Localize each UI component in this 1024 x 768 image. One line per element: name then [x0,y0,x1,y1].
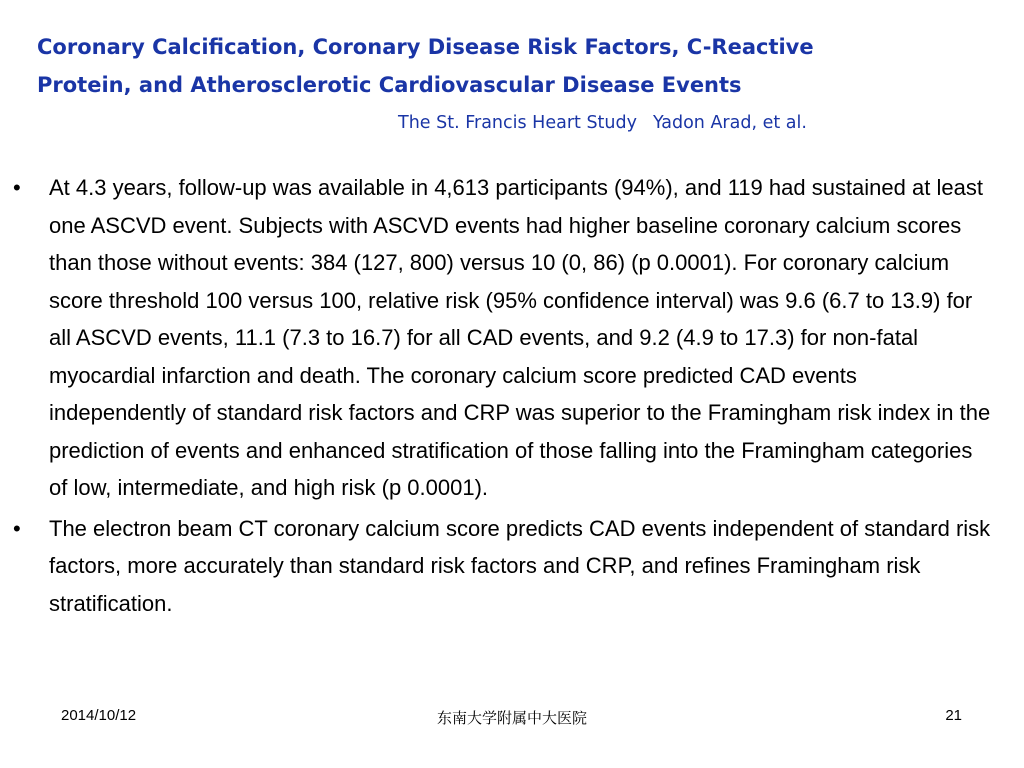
bullet-text: At 4.3 years, follow-up was available in 4,613 participants (94%), and 119 had sustained at least one ASCVD event. Subjects with ASCVD events had higher baseline coronary calcium scores than those without events: 384 (127, 800) versus 10 (0, 86) (p 0.0001). For coronary calcium score threshold 100 versus 100, relative risk (95% confidence interval) was 9.6 (6.7 to 13.9) for all ASCVD events, 11.1 (7.3 to 16.7) for all CAD events, and 9.2 (4.9 to 17.3) for non-fatal myocardial infarction and death. The coronary calcium score predicted CAD events independently of standard risk factors and CRP was superior to the Framingham risk index in the prediction of events and enhanced stratification of those falling into the Framingham categories of low, intermediate, and high risk (p 0.0001). [49,175,991,500]
slide-title-line-2: Protein, and Atherosclerotic Cardiovascular Disease Events [37,73,742,97]
bullet-list [10,169,995,622]
study-name: The St. Francis Heart Study [398,113,637,133]
slide-title [37,28,997,104]
footer-institution: 东南大学附属中大医院 [436,709,587,727]
slide-title-line-1: Coronary Calcification, Coronary Disease Risk Factors, C-Reactive [37,35,814,59]
bullet-marker-icon: • [13,515,21,541]
footer-page-number: 21 [945,707,962,724]
bullet-item [10,169,995,507]
bullet-marker-icon: • [13,175,21,200]
bullet-text: The electron beam CT coronary calcium score predicts CAD events independent of standard risk factors, more accurately than standard risk factors and CRP, and refines Framingham risk stratification. [49,515,991,616]
study-authors: Yadon Arad, et al. [652,113,807,133]
slide-subtitle [398,113,807,133]
bullet-item [10,510,995,623]
footer-date: 2014/10/12 [61,707,137,724]
